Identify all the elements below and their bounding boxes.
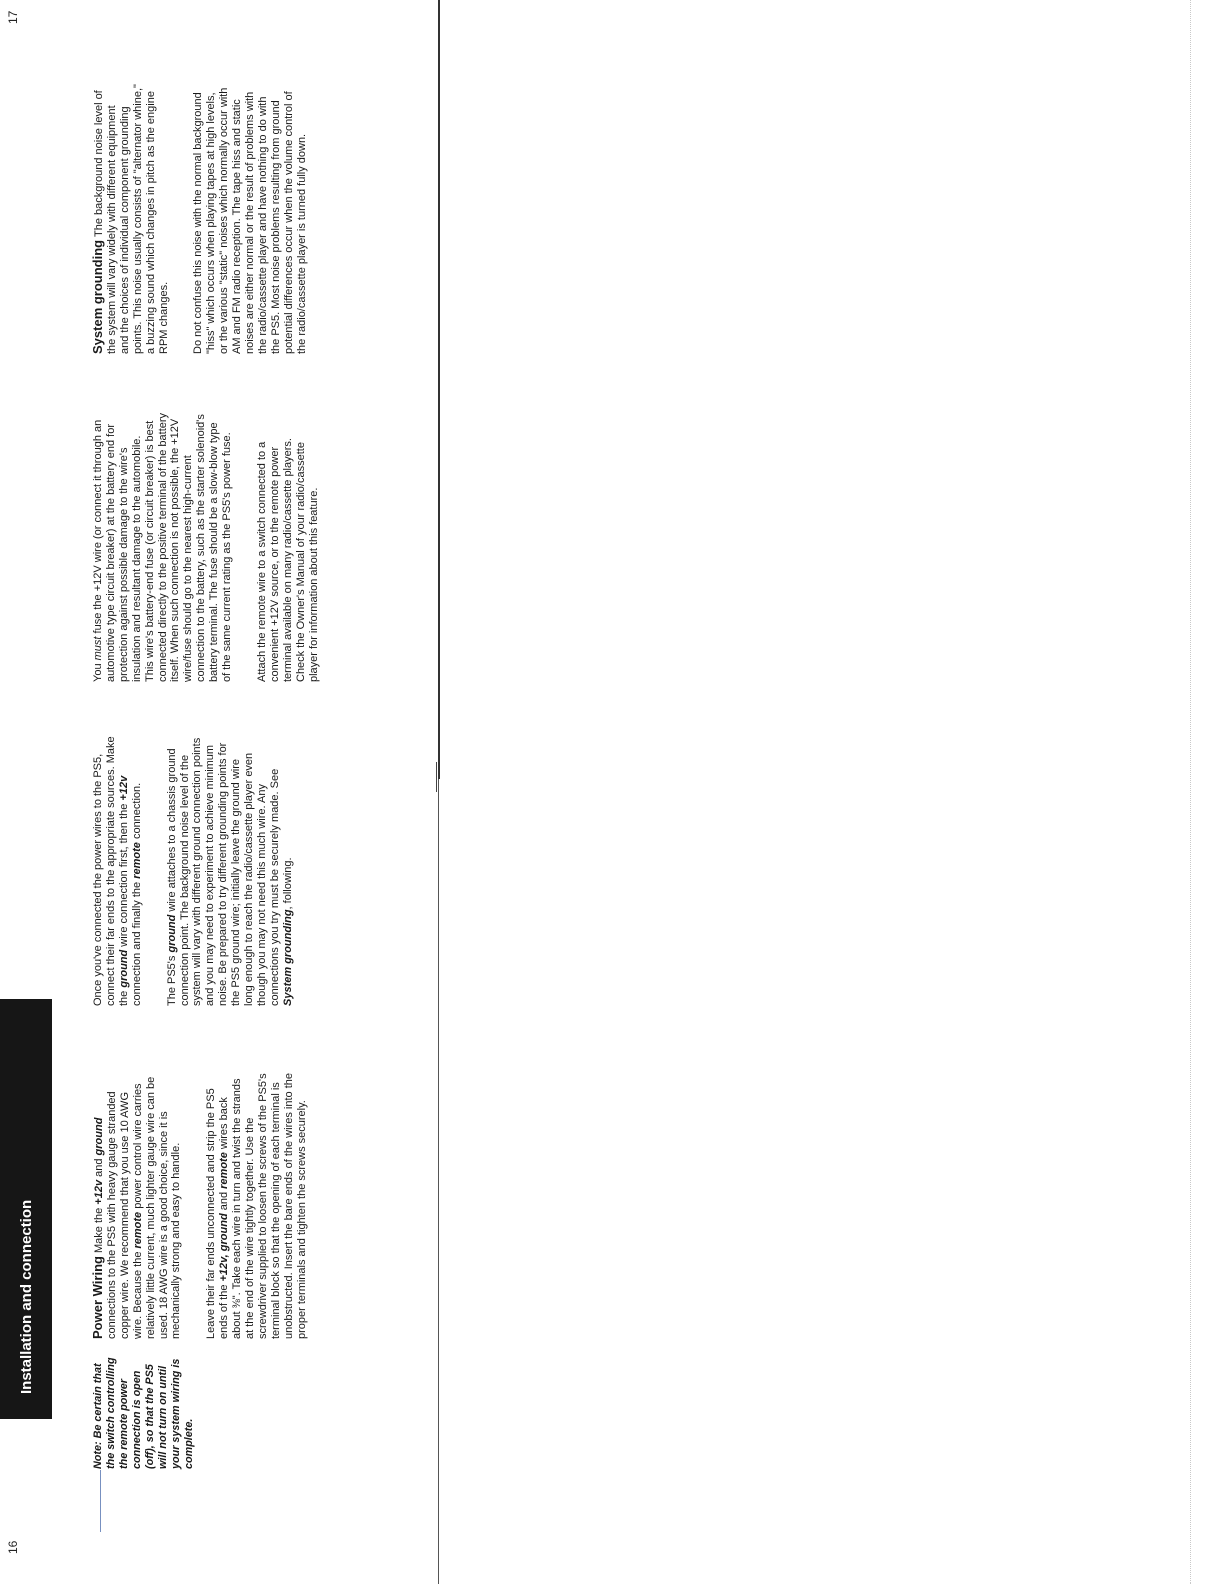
text-run: Leave their far ends unconnected and strip the PS5 ends of the: [205, 1088, 231, 1339]
emphasis: remote: [130, 842, 143, 879]
paragraph: [205, 1069, 308, 1339]
paragraph: [92, 412, 234, 682]
margin-note: [92, 1349, 196, 1469]
text-run: wire attaches to a chassis ground connection point. The background noise level of the system will vary with different ground connection points and you may need to experiment to achieve minimum noise. Be prepared to try different grounding points for the PS5 ground wire; initially leave the ground wire long enough to reach the radio/cassette player even though you may not need this much wire. Any connections you try must be securely made. See: [165, 737, 281, 1006]
text-run: You: [92, 660, 104, 682]
paragraph: [92, 84, 170, 354]
paragraph: [166, 736, 295, 1006]
run-in-heading: Power Wiring: [90, 1256, 105, 1339]
page-border: [438, 0, 440, 779]
text-run: connection and finally the: [130, 878, 143, 1006]
text-run: Once you've connected the power wires to the PS5, connect their far ends to the appropriate sources. Make the: [92, 736, 130, 1006]
paragraph: Do not confuse this noise with the normal background "hiss" which occurs when playing tapes at high levels, or the various "static" noises which normally occur with AM and FM radio reception. The tape hiss and static noises are either normal or the result of problems with the radio/cassette player and have nothing to do with the PS5. Most noise problems resulting from ground potential differences occur when the volume control of the radio/cassette player is turned fully down.: [192, 87, 308, 354]
emphasis: +12v: [117, 775, 130, 801]
column-power-wiring: [92, 1069, 331, 1339]
run-in-heading: System grounding: [90, 239, 105, 354]
column-fuse: [92, 412, 343, 682]
text-run: wire connection first, then the: [117, 800, 130, 950]
cross-reference: System grounding: [281, 909, 294, 1006]
text-run: and: [218, 1188, 231, 1214]
text-run: wires back about ⅜". Take each wire in turn and twist the strands at the end of the wire tightly together. Use the screwdriver supplied to loosen the screws of the PS5's terminal block so that the opening of each terminal is unobstructed. Insert the bare ends of the wires into the proper terminals and tighten the screws securely.: [218, 1073, 308, 1339]
page-number-left: 16: [6, 1540, 20, 1554]
emphasis: +12v: [93, 1179, 105, 1205]
scan-edge: [1190, 0, 1191, 1584]
emphasis: ground: [117, 949, 130, 988]
text-run: The PS5's: [165, 952, 178, 1006]
paragraph: [92, 1069, 183, 1339]
paragraph: [92, 736, 144, 1006]
emphasis: remote: [131, 1211, 144, 1249]
column-connections: [92, 736, 317, 1006]
text-run: fuse the +12V wire (or connect it through an automotive type circuit breaker) at the battery end for protection against possible damage to the wire's insulation and resultant damage to the automobile. This wire's battery-end fuse (or circuit breaker) is best connected directly to the positive terminal of the battery itself. When such connection is not possible, the +12V wire/fuse should go to the nearest high-current connection to the battery, such as the starter solenoid's battery terminal. The fuse should be a slow-blow type of the same current rating as the PS5's power fuse.: [92, 412, 234, 682]
text-run: connection.: [130, 782, 143, 843]
gutter-mark: [436, 762, 443, 792]
emphasis: must: [92, 636, 104, 661]
section-header: [0, 999, 52, 1419]
emphasis: ground: [165, 914, 178, 953]
emphasis: remote: [218, 1152, 231, 1189]
emphasis: +12v, ground: [218, 1213, 231, 1282]
section-title: Installation and connection: [17, 1199, 35, 1394]
column-system-grounding: [92, 84, 331, 354]
text-run: connections to the PS5 with heavy gauge stranded copper wire. We recommend that you use 10 AWG wire. Because the: [105, 1091, 144, 1339]
text-run: , following.: [281, 857, 294, 910]
margin-note-text: Note: Be certain that the switch controlling the remote power connection is open (off), so that the PS5 will not turn on until your system wiring is complete.: [92, 1357, 195, 1469]
text-run: Make the: [93, 1204, 105, 1257]
page-number-right: 17: [6, 10, 20, 24]
paragraph: Attach the remote wire to a switch connected to a convenient +12V source, or to the remote power terminal available on many radio/cassette players. Check the Owner's Manual of your radio/cassette player for information about this feature.: [255, 438, 320, 682]
margin-rule: [100, 1470, 101, 1532]
emphasis: ground: [93, 1117, 105, 1156]
text-run: and: [93, 1155, 105, 1180]
text-run: power control wire carries relatively little current, much lighter gauge wire can be used. 18 AWG wire is a good choice, since it is mechanically strong and easy to handle.: [131, 1076, 183, 1339]
text-run: The background noise level of the system will vary widely with different equipment and the choices of individual component grounding points. This noise usually consists of "alternator whine," a buzzing sound which changes in pitch as the engine RPM changes.: [93, 84, 170, 354]
